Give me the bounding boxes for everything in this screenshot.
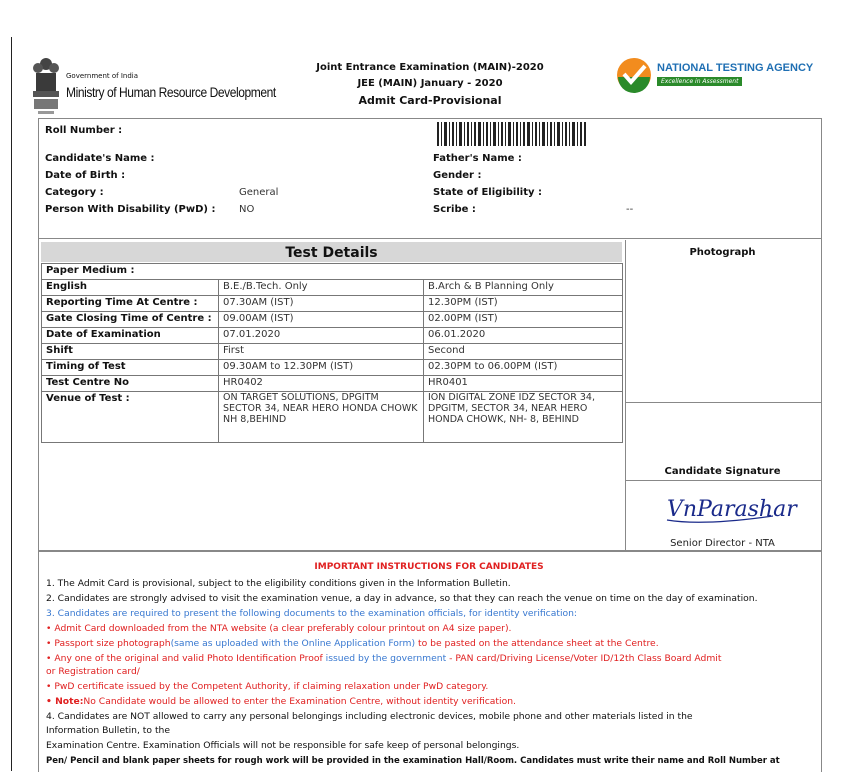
row-label: Shift — [42, 344, 219, 360]
row-value-b: 02.30PM to 06.00PM (IST) — [424, 360, 623, 376]
venue-value-b: ION DIGITAL ZONE IDZ SECTOR 34, DPGITM, SECTOR 34, NEAR HERO HONDA CHOWK, NH- 8, BEHIND — [424, 392, 623, 443]
pwd-value: NO — [239, 204, 255, 215]
instruction-text: issued by the government — [325, 653, 447, 664]
instruction-line: 1. The Admit Card is provisional, subject to the eligibility conditions given in the Information Bulletin. — [46, 578, 511, 589]
exam-title: Joint Entrance Examination (MAIN)-2020 — [316, 62, 544, 73]
instruction-line: or Registration card/ — [46, 666, 140, 677]
candidate-signature-label: Candidate Signature — [664, 466, 781, 477]
table-row — [42, 312, 623, 328]
row-label: Date of Examination — [42, 328, 219, 344]
row-value-b: 12.30PM (IST) — [424, 296, 623, 312]
test-details-title: Test Details — [41, 242, 622, 262]
instruction-line: Pen/ Pencil and blank paper sheets for rough work will be provided in the examination Hall/Room. Candidates must write their name and Roll Number at — [46, 756, 780, 766]
ministry-name: Ministry of Human Resource Development — [66, 84, 276, 100]
table-row — [42, 280, 623, 296]
row-value-b: HR0401 — [424, 376, 623, 392]
row-value-b: Second — [424, 344, 623, 360]
instruction-line — [46, 653, 721, 665]
instruction-line: Information Bulletin, to the — [46, 725, 171, 736]
instruction-text: (same as uploaded with the Online Application Form) — [170, 638, 416, 649]
dob-label: Date of Birth : — [45, 170, 126, 181]
scribe-value: -- — [626, 204, 634, 215]
instruction-line: • PwD certificate issued by the Competent Authority, if claiming relaxation under PwD category. — [46, 681, 489, 692]
government-emblem-icon — [30, 55, 62, 117]
row-value-a: 07.30AM (IST) — [219, 296, 424, 312]
row-label: Timing of Test — [42, 360, 219, 376]
instruction-text: to be pasted on the attendance sheet at the Centre. — [415, 638, 659, 649]
instruction-line: 2. Candidates are strongly advised to visit the examination venue, a day in advance, so that they can reach the venue on time on the day of examination. — [46, 593, 758, 604]
row-value-a: 07.01.2020 — [219, 328, 424, 344]
pwd-label: Person With Disability (PwD) : — [45, 204, 216, 215]
candidate-name-label: Candidate's Name : — [45, 153, 155, 164]
row-value-b: B.Arch & B Planning Only — [424, 280, 623, 296]
instruction-text: • Any one of the original and valid Photo Identification Proof — [46, 653, 326, 664]
candidate-info-box — [38, 118, 822, 239]
instruction-text: No Candidate would be allowed to enter the Examination Centre, without identity verification. — [83, 696, 516, 707]
state-eligibility-label: State of Eligibility : — [433, 187, 542, 198]
venue-label: Venue of Test : — [42, 392, 219, 443]
test-details-table — [41, 263, 623, 443]
row-label: Test Centre No — [42, 376, 219, 392]
roll-number-label: Roll Number : — [45, 125, 123, 136]
row-label: English — [42, 280, 219, 296]
exam-header — [300, 60, 560, 110]
category-label: Category : — [45, 187, 104, 198]
signatory-title: Senior Director - NTA — [670, 538, 775, 549]
admit-card-title: Admit Card-Provisional — [358, 94, 502, 107]
instruction-text: • Note: — [46, 696, 84, 707]
row-value-a: First — [219, 344, 424, 360]
father-name-label: Father's Name : — [433, 153, 522, 164]
instruction-line: 3. Candidates are required to present the following documents to the examination officials, for identity verification: — [46, 608, 578, 619]
instruction-text: - PAN card/Driving License/Voter ID/12th Class Board Admit — [446, 653, 722, 664]
signature-text: VnParashar — [667, 497, 797, 522]
table-row — [42, 376, 623, 392]
exam-session: JEE (MAIN) January - 2020 — [357, 78, 503, 89]
row-value-a: HR0402 — [219, 376, 424, 392]
instruction-line — [46, 638, 659, 650]
agency-tagline: Excellence in Assessment — [657, 77, 742, 86]
barcode-icon — [437, 122, 587, 146]
row-value-b: 06.01.2020 — [424, 328, 623, 344]
scribe-label: Scribe : — [433, 204, 476, 215]
table-row — [42, 360, 623, 376]
instruction-line: Examination Centre. Examination Officials will not be responsible for safe keep of personal belongings. — [46, 740, 520, 751]
nta-logo-icon — [616, 57, 652, 93]
agency-name: NATIONAL TESTING AGENCY — [657, 62, 814, 74]
row-label: Reporting Time At Centre : — [42, 296, 219, 312]
row-value-a: B.E./B.Tech. Only — [219, 280, 424, 296]
table-row — [42, 296, 623, 312]
row-value-a: 09.00AM (IST) — [219, 312, 424, 328]
official-signature — [663, 486, 797, 528]
photograph-box — [625, 240, 819, 402]
instruction-text: • Passport size photograph — [46, 638, 171, 649]
table-row — [42, 328, 623, 344]
instruction-line — [46, 696, 516, 708]
gov-of-india-text: Government of India — [66, 72, 139, 80]
page-left-rule — [11, 37, 12, 771]
instructions-title: IMPORTANT INSTRUCTIONS FOR CANDIDATES — [314, 562, 544, 572]
photograph-label: Photograph — [689, 247, 756, 258]
table-row — [42, 264, 623, 280]
row-value-b: 02.00PM (IST) — [424, 312, 623, 328]
category-value: General — [239, 187, 279, 198]
gender-label: Gender : — [433, 170, 482, 181]
instruction-line: 4. Candidates are NOT allowed to carry any personal belongings including electronic devices, mobile phone and other materials listed in the — [46, 711, 693, 722]
table-row — [42, 392, 623, 443]
row-label: Gate Closing Time of Centre : — [42, 312, 219, 328]
paper-medium-label: Paper Medium : — [42, 264, 623, 280]
table-row — [42, 344, 623, 360]
venue-value-a: ON TARGET SOLUTIONS, DPGITM SECTOR 34, NEAR HERO HONDA CHOWK NH 8,BEHIND — [219, 392, 424, 443]
row-value-a: 09.30AM to 12.30PM (IST) — [219, 360, 424, 376]
instruction-line: • Admit Card downloaded from the NTA website (a clear preferably colour printout on A4 size paper). — [46, 623, 512, 634]
